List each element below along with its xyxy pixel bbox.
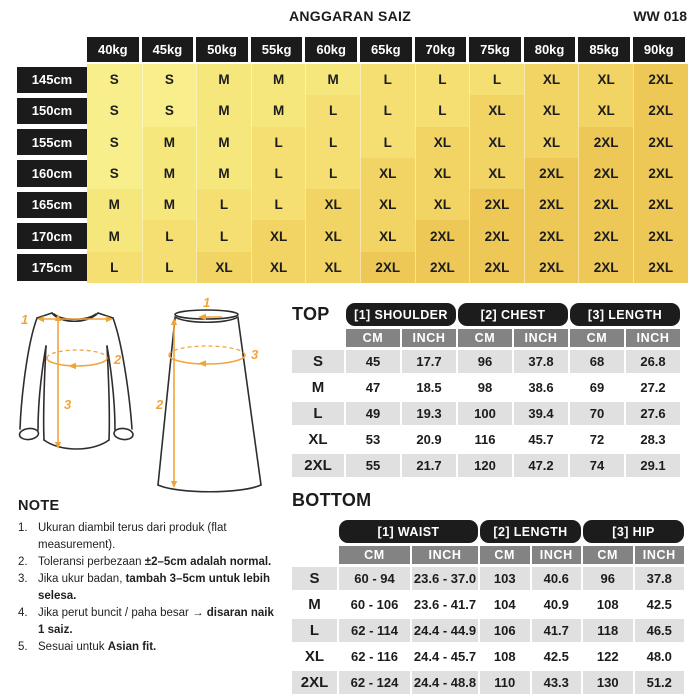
size-cell: S [87,95,142,126]
measurement-cell: 46.5 [635,619,685,642]
weight-header-90kg: 90kg [633,37,685,62]
measurement-cell: 110 [480,671,530,694]
note-item-text: Jika perut buncit / paha besar → disaran naik 1 saiz. [38,607,274,636]
weight-header-50kg: 50kg [196,37,248,62]
size-cell: L [360,127,415,158]
weight-header-55kg: 55kg [251,37,303,62]
size-cell: L [305,127,360,158]
size-cell: 2XL [524,252,579,283]
size-cell: 2XL [415,252,470,283]
measurement-cell: 19.3 [402,402,456,425]
measurement-cell: 106 [480,619,530,642]
size-cell: XL [469,95,524,126]
note-item-number: 1. [18,522,28,534]
measurement-cell: 108 [493,649,516,664]
measurement-cell: 37.8 [514,350,568,373]
measurement-cell: 62 - 116 [351,649,398,664]
size-row-label: L [292,619,337,642]
measurement-cell: 24.4 - 48.8 [412,671,478,694]
measurement-cell: 53 [365,432,381,447]
measurement-cell: 49 [346,402,400,425]
size-cell: S [142,64,197,95]
weight-header-45kg: 45kg [142,37,194,62]
size-cell: XL [578,64,633,95]
measurement-cell: 100 [458,402,512,425]
skirt-length-marker-label: 2 [156,397,164,412]
measurement-cell: 122 [596,649,619,664]
bottom-garment-illustration [148,296,268,498]
bottom-table-heading: BOTTOM [292,490,372,510]
measurement-cell: 40.9 [543,597,569,612]
size-cell: 2XL [578,252,633,283]
size-cell: M [87,220,142,251]
measurement-cell: 41.7 [532,619,582,642]
size-cell: S [87,127,142,158]
measurement-cell: 103 [480,567,530,590]
size-cell: 2XL [578,220,633,251]
unit-header: INCH [412,546,478,564]
product-code: WW 018 [633,8,687,24]
top-group-chest: [2] CHEST [458,303,568,326]
size-cell: 2XL [578,158,633,189]
size-cell: XL [196,252,251,283]
size-cell: XL [415,158,470,189]
measurement-cell: 28.3 [640,432,666,447]
size-cell: L [415,64,470,95]
bottom-size-table [292,520,684,694]
measurement-cell: 74 [570,454,624,477]
page-title: ANGGARAN SAIZ [288,8,412,24]
measurement-cell: 108 [596,597,619,612]
size-row-label: XL [308,431,328,448]
size-cell: 2XL [524,220,579,251]
size-cell: L [415,95,470,126]
measurement-cell: 70 [570,402,624,425]
size-cell: M [196,95,251,126]
measurement-cell: 45 [346,350,400,373]
size-cell: XL [415,189,470,220]
size-cell: 2XL [360,252,415,283]
size-row-label: M [308,596,321,613]
measurement-cell: 48.0 [646,649,672,664]
size-cell: L [251,127,306,158]
height-row-label-170cm: 170cm [17,223,87,249]
size-cell: 2XL [578,189,633,220]
note-item-text: Toleransi perbezaan ±2–5cm adalah normal. [38,556,272,568]
top-group-shoulder: [1] SHOULDER [346,303,456,326]
note-item [18,554,276,571]
weight-header-65kg: 65kg [360,37,412,62]
measurement-cell: 24.4 - 44.9 [412,619,478,642]
unit-header: INCH [514,329,568,347]
size-cell: 2XL [633,220,688,251]
size-cell: XL [469,127,524,158]
top-table-heading: TOP [292,304,330,324]
note-section [18,498,276,656]
height-row-label-175cm: 175cm [17,254,87,280]
size-cell: L [142,252,197,283]
size-matrix-table [17,37,688,283]
shirt-outline [19,313,134,449]
size-cell: 2XL [633,189,688,220]
size-row-label: S [292,567,337,590]
measurement-cell: 42.5 [543,649,569,664]
measurement-cell: 116 [474,432,496,447]
measurement-cell: 118 [583,619,633,642]
size-cell: XL [251,252,306,283]
measurement-cell: 29.1 [626,454,680,477]
measurement-cell: 130 [583,671,633,694]
measurement-cell: 24.4 - 45.7 [413,649,477,664]
size-cell: 2XL [578,127,633,158]
measurement-cell: 96 [458,350,512,373]
size-cell: L [142,220,197,251]
waist-marker-label: 1 [203,296,211,310]
size-cell: M [142,158,197,189]
measurement-cell: 60 - 106 [350,597,399,612]
size-cell: XL [305,220,360,251]
note-item-number: 5. [18,641,28,653]
measurement-cell: 96 [583,567,633,590]
bottom-group-waist: [1] WAIST [339,520,478,543]
size-cell: XL [469,158,524,189]
size-cell: 2XL [524,158,579,189]
size-cell: L [360,95,415,126]
measurement-cell: 40.6 [532,567,582,590]
top-size-section [292,303,680,477]
measurement-cell: 17.7 [402,350,456,373]
size-cell: M [196,127,251,158]
bottom-size-section [292,490,684,694]
unit-header: CM [339,546,410,564]
size-cell: 2XL [633,127,688,158]
note-item-number: 3. [18,573,28,585]
unit-header: CM [583,546,633,564]
size-cell: M [196,158,251,189]
size-cell: L [87,252,142,283]
measurement-cell: 68 [570,350,624,373]
measurement-cell: 55 [346,454,400,477]
top-garment-illustration [8,300,148,460]
measurement-cell: 60 - 94 [339,567,410,590]
size-cell: XL [251,220,306,251]
size-row-label: 2XL [292,454,344,477]
measurement-cell: 20.9 [416,432,442,447]
unit-row-spacer [292,329,344,347]
measurement-cell: 23.6 - 41.7 [413,597,477,612]
height-row-label-160cm: 160cm [17,160,87,186]
measurement-cell: 23.6 - 37.0 [412,567,478,590]
size-cell: M [251,64,306,95]
height-row-label-150cm: 150cm [17,98,87,124]
size-cell: M [142,127,197,158]
measurement-cell: 38.6 [528,380,554,395]
unit-header: INCH [635,546,685,564]
height-row-label-155cm: 155cm [17,129,87,155]
measurement-cell: 27.6 [626,402,680,425]
size-cell: 2XL [633,252,688,283]
size-row-label: S [292,350,344,373]
top-group-length: [3] LENGTH [570,303,680,326]
skirt-measurement-markers [155,296,259,488]
measurement-cell: 37.8 [635,567,685,590]
measurement-cell: 39.4 [514,402,568,425]
size-cell: XL [415,127,470,158]
note-item [18,571,276,605]
measurement-cell: 104 [493,597,516,612]
measurement-cell: 27.2 [640,380,666,395]
size-cell: 2XL [633,64,688,95]
measurement-cell: 42.5 [646,597,672,612]
length-marker-label: 3 [64,397,72,412]
weight-header-60kg: 60kg [305,37,357,62]
size-row-label: XL [304,648,325,665]
measurement-cell: 26.8 [626,350,680,373]
height-row-label-145cm: 145cm [17,67,87,93]
note-item [18,520,276,554]
measurement-cell: 69 [589,380,605,395]
size-cell: XL [524,64,579,95]
measurement-cell: 72 [589,432,605,447]
measurement-cell: 120 [458,454,512,477]
size-cell: 2XL [633,158,688,189]
size-cell: XL [305,252,360,283]
size-cell: L [251,158,306,189]
unit-header: CM [570,329,624,347]
size-cell: XL [524,127,579,158]
size-cell: M [142,189,197,220]
unit-header: INCH [626,329,680,347]
note-item-text: Sesuai untuk Asian fit. [38,641,157,653]
size-cell: 2XL [415,220,470,251]
size-cell: S [87,64,142,95]
note-item [18,605,276,639]
size-cell: S [142,95,197,126]
measurement-cell: 47.2 [514,454,568,477]
size-row-label: M [311,379,325,396]
size-cell: L [196,189,251,220]
size-cell: L [305,95,360,126]
note-item-number: 4. [18,607,28,619]
note-item [18,639,276,656]
size-row-label: 2XL [292,671,337,694]
measurement-cell: 47 [365,380,381,395]
measurement-cell: 18.5 [416,380,442,395]
size-cell: L [251,189,306,220]
measurement-cell: 45.7 [528,432,554,447]
unit-row-spacer [292,546,337,564]
note-item-text: Ukuran diambil terus dari produk (flat measurement). [38,522,227,551]
note-list [18,520,276,656]
size-row-label: L [292,402,344,425]
size-cell: XL [360,158,415,189]
weight-header-70kg: 70kg [415,37,467,62]
size-cell: S [87,158,142,189]
note-heading: NOTE [18,498,60,514]
size-cell: XL [305,189,360,220]
size-cell: XL [360,189,415,220]
measurement-cell: 62 - 114 [339,619,410,642]
measurement-cell: 21.7 [402,454,456,477]
matrix-corner [17,37,87,64]
size-cell: M [87,189,142,220]
size-cell: XL [578,95,633,126]
unit-header: CM [346,329,400,347]
shoulder-marker-label: 1 [21,312,29,327]
size-cell: 2XL [633,95,688,126]
weight-header-80kg: 80kg [524,37,576,62]
unit-header: INCH [402,329,456,347]
measurement-cell: 51.2 [635,671,685,694]
unit-header: CM [480,546,530,564]
shirt-measurement-markers [21,312,122,449]
size-cell: L [196,220,251,251]
unit-header: INCH [532,546,582,564]
weight-header-85kg: 85kg [578,37,630,62]
height-row-label-165cm: 165cm [17,192,87,218]
size-cell: M [251,95,306,126]
size-cell: XL [524,95,579,126]
weight-header-40kg: 40kg [87,37,139,62]
size-cell: L [469,64,524,95]
hip-marker-label: 3 [251,347,259,362]
size-cell: XL [360,220,415,251]
bottom-group-hip: [3] HIP [583,520,684,543]
measurement-cell: 43.3 [532,671,582,694]
size-cell: M [196,64,251,95]
note-item-text: Jika ukur badan, tambah 3–5cm untuk lebih selesa. [38,573,271,602]
unit-header: CM [458,329,512,347]
top-size-table [292,303,680,477]
measurement-cell: 98 [477,380,493,395]
bottom-table-corner-spacer [292,520,337,543]
size-cell: L [360,64,415,95]
size-cell: 2XL [524,189,579,220]
note-item-number: 2. [18,556,28,568]
chest-marker-label: 2 [114,352,122,367]
size-cell: 2XL [469,252,524,283]
size-cell: M [305,64,360,95]
size-cell: L [305,158,360,189]
weight-header-75kg: 75kg [469,37,521,62]
bottom-group-length: [2] LENGTH [480,520,581,543]
size-cell: 2XL [469,220,524,251]
measurement-cell: 62 - 124 [339,671,410,694]
size-cell: 2XL [469,189,524,220]
